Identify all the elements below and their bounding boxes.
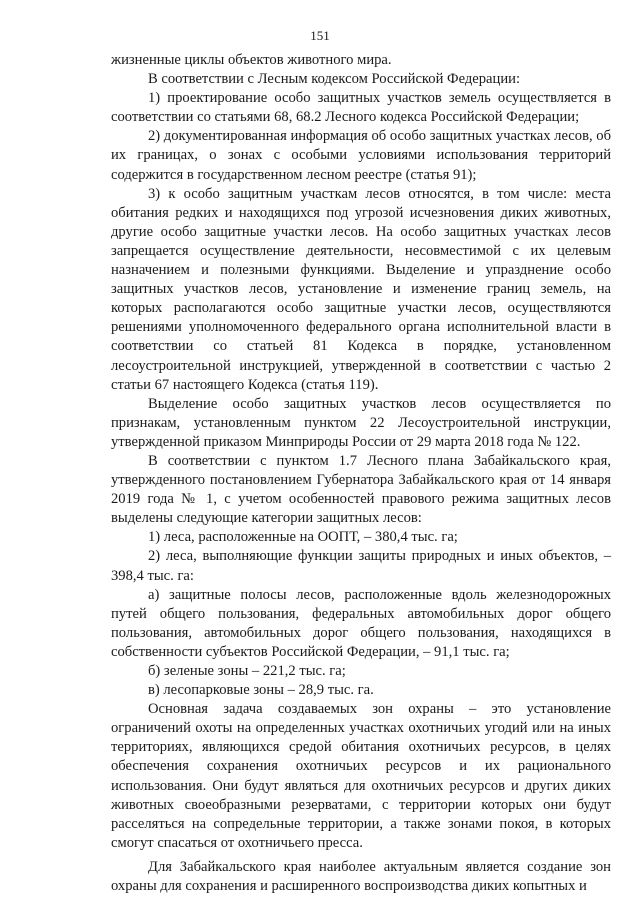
page-number: 151 <box>310 28 330 43</box>
paragraph: В соответствии с пунктом 1.7 Лесного плана Забайкальского края, утвержденного постановлением Губернатора Забайкальского края от 14 января 2019 года № 1, с учетом особенностей правового режима защитных лесов выделены следующие категории защитных лесов: <box>111 452 611 527</box>
list-item: 2) документированная информация об особо защитных участках лесов, об их границах, о зонах с особыми условиями использования территорий содержится в государственном лесном реестре (статья 91); <box>111 128 611 183</box>
list-item: 3) к особо защитным участкам лесов относятся, в том числе: места обитания редких и находящихся под угрозой исчезновения диких животных, другие особо защитные участки лесов. На особо защитных участках лесов запрещается осуществление деятельности, несовместимой с их целевым назначением и полезными функциями. Выделение и упразднение особо защитных участков лесов, установление и изменение границ земель, на которых располагаются особо защитные участки лесов, осуществляются решениями уполномоченного федерального органа исполнительной власти в соответствии со статьей 81 Кодекса в порядке, установленном лесоустроительной инструкцией, утвержденной в соответствии с частью 2 статьи 67 настоящего Кодекса (статья 119). <box>111 185 611 393</box>
paragraph: жизненные циклы объектов животного мира. <box>111 52 392 68</box>
document-body <box>111 51 611 896</box>
list-item: а) защитные полосы лесов, расположенные вдоль железнодорожных путей общего пользования, федеральных автомобильных дорог общего пользования, автомобильных дорог общего пользования, находящихся в собственности субъектов Российской Федерации, – 91,1 тыс. га; <box>111 586 611 660</box>
paragraph: В соответствии с Лесным кодексом Российской Федерации: <box>148 71 521 88</box>
paragraph: Выделение особо защитных участков лесов осуществляется по признакам, установленным пунктом 22 Лесоустроительной инструкции, утвержденной приказом Минприроды России от 29 марта 2018 года № 122. <box>111 395 611 450</box>
list-item: в) лесопарковые зоны – 28,9 тыс. га. <box>148 682 374 699</box>
list-item: 1) леса, расположенные на ООПТ, – 380,4 тыс. га; <box>148 529 458 546</box>
list-item: б) зеленые зоны – 221,2 тыс. га; <box>148 663 346 679</box>
list-item: 1) проектирование особо защитных участков земель осуществляется в соответствии со статьями 68, 68.2 Лесного кодекса Российской Федерации; <box>111 90 611 126</box>
paragraph: Для Забайкальского края наиболее актуальным является создание зон охраны для сохранения и расширенного воспроизводства диких копытных и <box>111 858 611 895</box>
paragraph: Основная задача создаваемых зон охраны – это установление ограничений охоты на определенных участках охотничьих угодий или на иных территориях, являющихся средой обитания охотничьих ресурсов, в целях обеспечения сохранения охотничьих ресурсов и их рационального использования. Они будут являться для охотничьих ресурсов и других диких животных своеобразными резерватами, с территории которых они будут расселяться на сопредельные территории, а также зонами покоя, в которых смогут спасаться от охотничьего пресса. <box>111 701 611 851</box>
list-item: 2) леса, выполняющие функции защиты природных и иных объектов, – 398,4 тыс. га: <box>111 548 611 584</box>
